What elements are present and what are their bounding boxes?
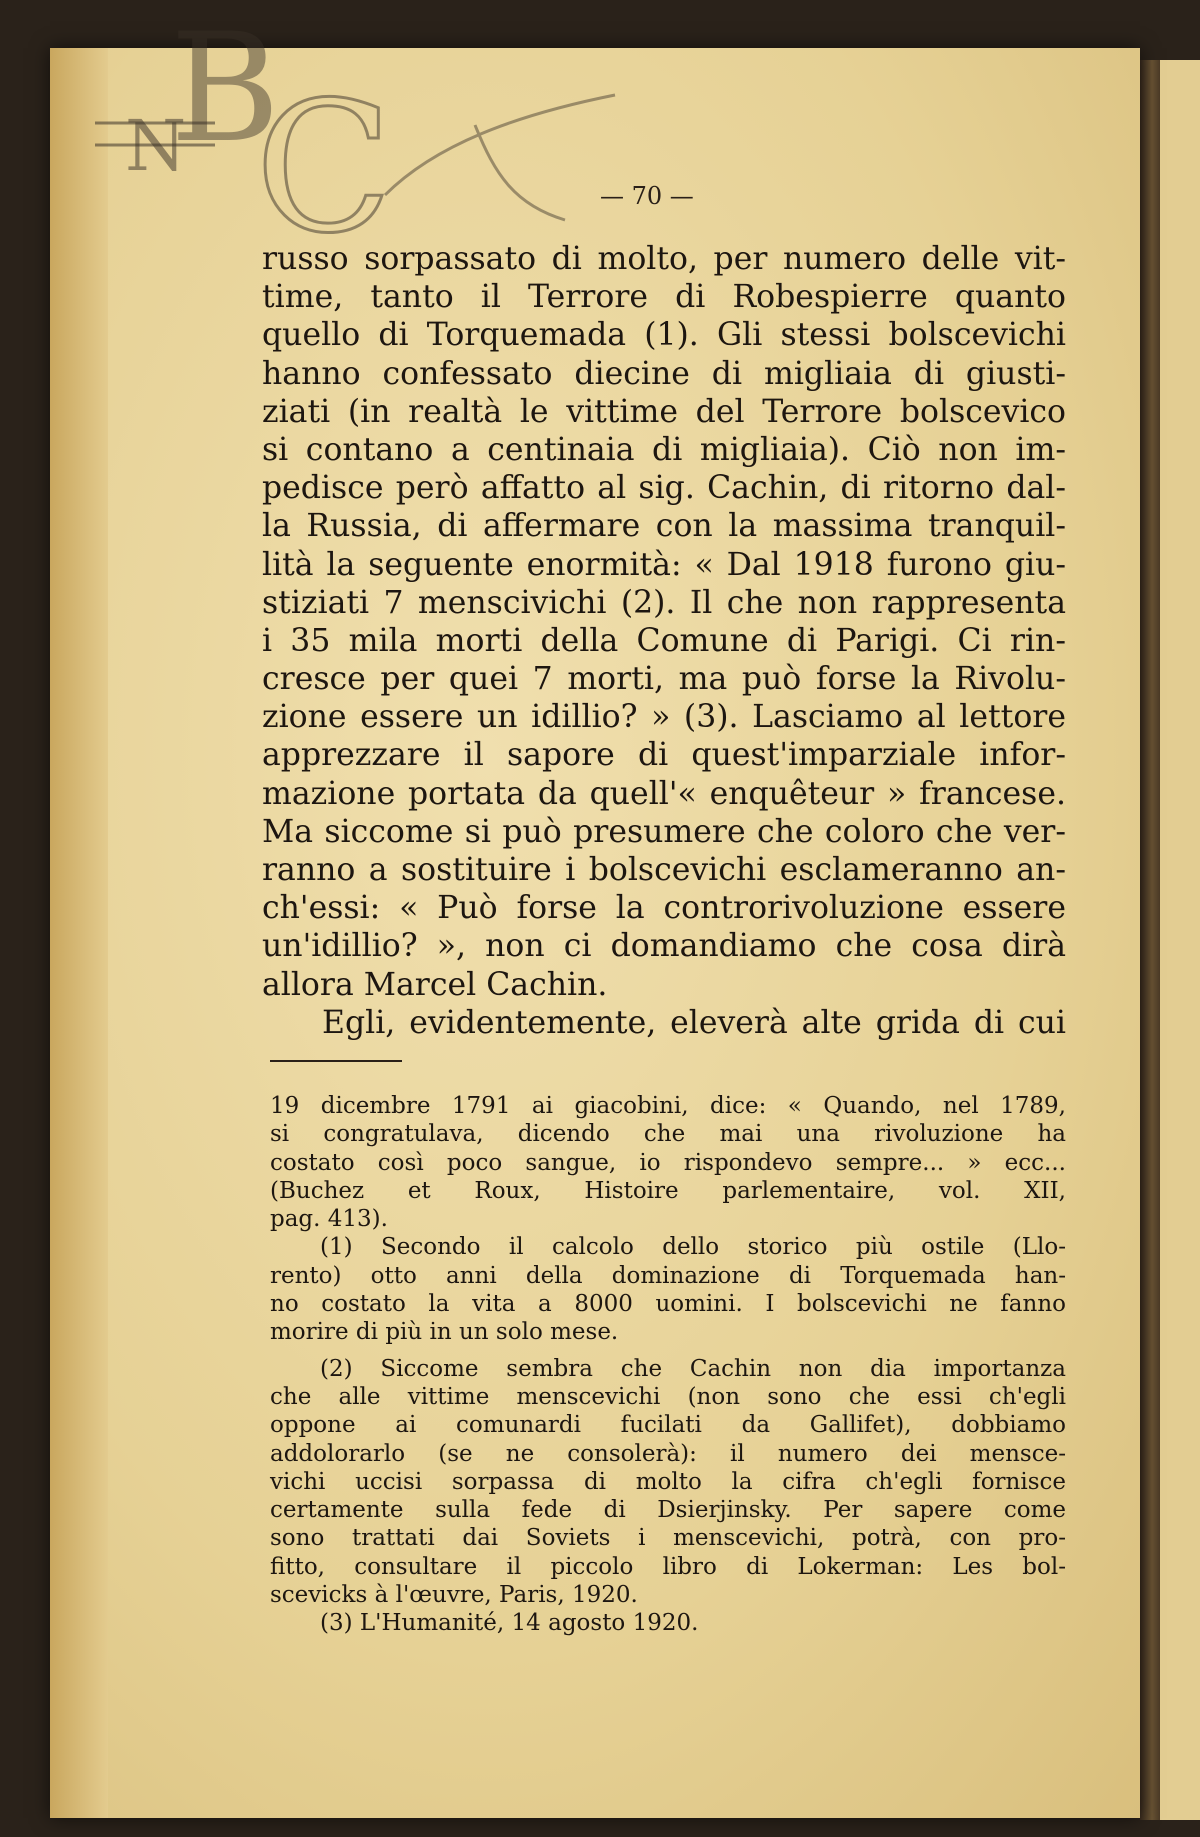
- page-edge-shading: [50, 48, 108, 1818]
- body-line: cresce per quei 7 morti, ma può forse la Rivolu-: [262, 661, 1066, 698]
- footnote-1-line: morire di più in un solo mese.: [270, 1319, 619, 1346]
- body-line: ziati (in realtà le vittime del Terrore bolscevico: [262, 393, 1066, 430]
- footnote-2-line: addolorarlo (se ne consolerà): il numero dei mensce-: [270, 1440, 1066, 1467]
- body-line: i 35 mila morti della Comune di Parigi. Ci rin-: [262, 622, 1066, 659]
- footnote-2-line: certamente sulla fede di Dsierjinsky. Per sapere come: [270, 1497, 1066, 1524]
- body-line: stiziati 7 menscivichi (2). Il che non rappresenta: [262, 584, 1066, 621]
- library-stamp-watermark: [95, 25, 715, 245]
- facing-page-edge: [1160, 60, 1200, 1820]
- body-line: mazione portata da quell'« enquêteur » francese.: [262, 775, 1066, 812]
- body-line: time, tanto il Terrore di Robespierre quanto: [262, 279, 1066, 316]
- body-line: apprezzare il sapore di quest'imparziale infor-: [262, 737, 1066, 774]
- page-number: — 70 —: [600, 182, 694, 210]
- footnote-carryover-line: costato così poco sangue, io rispondevo sempre... » ecc...: [270, 1149, 1066, 1176]
- svg-text:N: N: [125, 105, 187, 187]
- body-line: allora Marcel Cachin.: [262, 966, 608, 1003]
- footnote-carryover-line: (Buchez et Roux, Histoire parlementaire, vol. XII,: [270, 1177, 1066, 1204]
- body-line: russo sorpassato di molto, per numero delle vit-: [262, 241, 1066, 277]
- footnote-1-line: no costato la vita a 8000 uomini. I bolscevichi ne fanno: [270, 1291, 1066, 1318]
- svg-text:C: C: [255, 64, 393, 245]
- body-line: lità la seguente enormità: « Dal 1918 furono giu-: [262, 546, 1066, 583]
- body-line-paragraph-start: Egli, evidentemente, eleverà alte grida di cui: [322, 1004, 1066, 1041]
- body-line: Ma siccome si può presumere che coloro che ver-: [262, 813, 1066, 850]
- footnote-carryover-line: si congratulava, dicendo che mai una rivoluzione ha: [270, 1121, 1066, 1148]
- body-line: zione essere un idillio? » (3). Lasciamo al lettore: [262, 699, 1066, 736]
- footnote-3-line: (3) L'Humanité, 14 agosto 1920.: [320, 1610, 699, 1637]
- body-line: ranno a sostituire i bolscevichi esclameranno an-: [262, 852, 1066, 888]
- footnote-2-line: (2) Siccome sembra che Cachin non dia importanza: [320, 1355, 1066, 1382]
- footnote-1-line: (1) Secondo il calcolo dello storico più ostile (Llo-: [320, 1234, 1066, 1261]
- body-line: un'idillio? », non ci domandiamo che cosa dirà: [262, 928, 1066, 965]
- body-text: [262, 240, 1066, 1042]
- footnote-2-line: scevicks à l'œuvre, Paris, 1920.: [270, 1582, 638, 1609]
- body-line: pedisce però affatto al sig. Cachin, di ritorno dal-: [262, 470, 1066, 507]
- footnote-2-line: sono trattati dai Soviets i menscevichi, potrà, con pro-: [270, 1525, 1066, 1552]
- body-line: quello di Torquemada (1). Gli stessi bolscevichi: [262, 317, 1066, 354]
- footnote-carryover-line: pag. 413).: [270, 1206, 388, 1233]
- body-line: hanno confessato diecine di migliaia di giusti-: [262, 355, 1066, 392]
- footnote-1-line: rento) otto anni della dominazione di Torquemada han-: [270, 1262, 1066, 1289]
- body-line: la Russia, di affermare con la massima tranquil-: [262, 508, 1066, 545]
- footnote-2-line: che alle vittime menscevichi (non sono che essi ch'egli: [270, 1383, 1066, 1410]
- footnote-2-line: vichi uccisi sorpassa di molto la cifra ch'egli fornisce: [270, 1468, 1066, 1495]
- svg-text:B: B: [170, 25, 281, 176]
- body-line: ch'essi: « Può forse la controrivoluzione essere: [262, 890, 1066, 927]
- footnotes: [270, 1092, 1066, 1638]
- footnote-carryover-line: 19 dicembre 1791 ai giacobini, dice: « Quando, nel 1789,: [270, 1093, 1066, 1119]
- footnote-2-line: fitto, consultare il piccolo libro di Lokerman: Les bol-: [270, 1553, 1066, 1580]
- body-line: si contano a centinaia di migliaia). Ciò non im-: [262, 431, 1066, 468]
- footnote-separator: [270, 1060, 402, 1062]
- footnote-2-line: oppone ai comunardi fucilati da Gallifet), dobbiamo: [270, 1412, 1066, 1439]
